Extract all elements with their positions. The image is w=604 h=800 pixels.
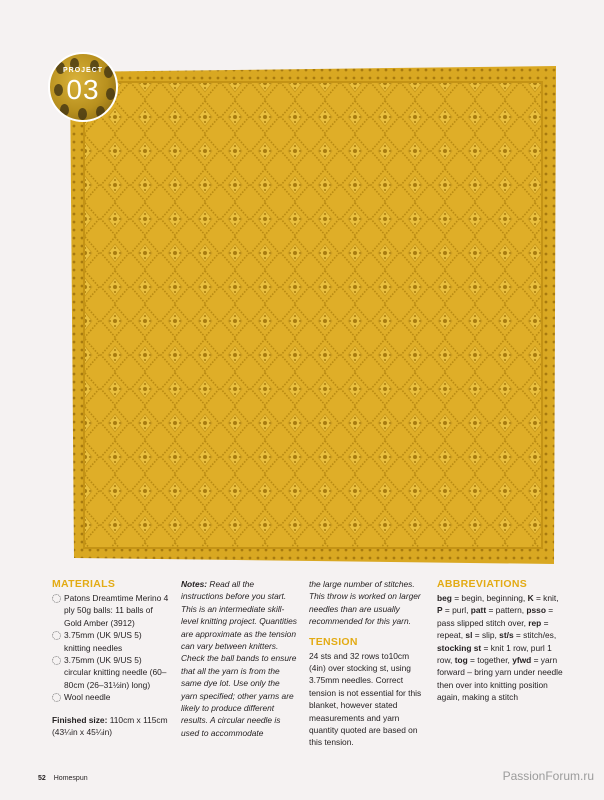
badge-number: 03 xyxy=(66,74,100,105)
abbr-def: = slip, xyxy=(472,630,500,641)
finished-size xyxy=(52,714,170,739)
abbr-def: = knit 1 row, purl 1 row, xyxy=(437,642,552,666)
abbr-term: beg xyxy=(437,593,452,603)
materials-column xyxy=(52,578,170,738)
tension-heading: TENSION xyxy=(309,635,358,648)
abbr-def: = yarn forward – bring yarn under needle then over into knitting position again, making a stitch xyxy=(437,655,563,703)
material-item: Wool needle xyxy=(52,691,170,703)
abbr-def: = pass slipped stitch over, xyxy=(437,605,554,628)
badge-label: PROJECT xyxy=(62,67,104,74)
checkbox-icon xyxy=(52,656,61,665)
checkbox-icon xyxy=(52,594,61,603)
material-item: 3.75mm (UK 9/US 5) knitting needles xyxy=(52,629,170,654)
materials-heading: MATERIALS xyxy=(52,578,116,590)
abbr-def: = begin, beginning, xyxy=(451,593,528,603)
abbr-term: yfwd xyxy=(512,655,532,666)
material-item: 3.75mm (UK 9/US 5) circular knitting needle (60–80cm (26–31½in) long) xyxy=(52,654,170,691)
abbr-def: = knit, xyxy=(533,593,559,603)
abbr-def: = pattern, xyxy=(486,605,527,616)
abbr-term: stocking st xyxy=(437,642,482,653)
notes-text: Read all the instructions before you start. This is an intermediate skill-level knitting project. Quantities are approximate as the tension can vary between knitters. Check the ball bands to ensure that all the yarn is from the same dye lot. Use only the yarn specified; other yarns are likely to produce different results. A circular needle is used to accommodate xyxy=(181,579,297,738)
finished-size-value: 110cm x 115cm (43¼in x 45¼in) xyxy=(52,714,168,738)
checkbox-icon xyxy=(52,693,61,702)
abbr-term: sl xyxy=(465,630,473,641)
material-item: Patons Dreamtime Merino 4 ply 50g balls: 11 balls of Gold Amber (3912) xyxy=(52,592,170,629)
notes-continued: the large number of stitches. This throw is worked on larger needles than are usually recommended for this yarn. xyxy=(309,579,421,627)
abbreviations-heading: ABBREVIATIONS xyxy=(437,578,528,590)
notes-column xyxy=(181,578,297,739)
page-number: 52 xyxy=(38,775,46,782)
abbr-term: patt xyxy=(470,605,487,616)
abbr-term: P xyxy=(437,605,443,616)
magazine-name: Homespun xyxy=(53,775,88,782)
watermark: PassionForum.ru xyxy=(502,769,594,783)
abbr-def: = stitch/es, xyxy=(513,630,557,641)
lace-blanket xyxy=(70,66,556,564)
finished-size-label: Finished size: xyxy=(52,714,108,725)
abbr-term: K xyxy=(527,593,534,603)
tension-text: 24 sts and 32 rows to10cm (4in) over stocking st, using 3.75mm needles. Correct tension is not essential for this blanket, however stated measurements and yarn quantity quoted are based on this tension. xyxy=(309,650,422,748)
abbr-def: = repeat, xyxy=(437,617,549,641)
project-badge xyxy=(48,52,118,122)
checkbox-icon xyxy=(52,631,61,640)
blanket-photo xyxy=(70,66,556,564)
abbr-term: tog xyxy=(454,655,468,666)
abbr-term: st/s xyxy=(499,630,514,641)
abbr-term: rep xyxy=(528,617,542,628)
tension-column xyxy=(309,578,425,749)
abbr-def: = together, xyxy=(467,655,513,666)
page-footer xyxy=(38,775,88,782)
abbreviations-list xyxy=(437,592,565,704)
abbreviations-column xyxy=(437,578,565,704)
abbr-term: psso xyxy=(526,605,546,616)
notes-label: Notes: xyxy=(181,579,208,589)
abbr-def: = purl, xyxy=(442,605,471,616)
